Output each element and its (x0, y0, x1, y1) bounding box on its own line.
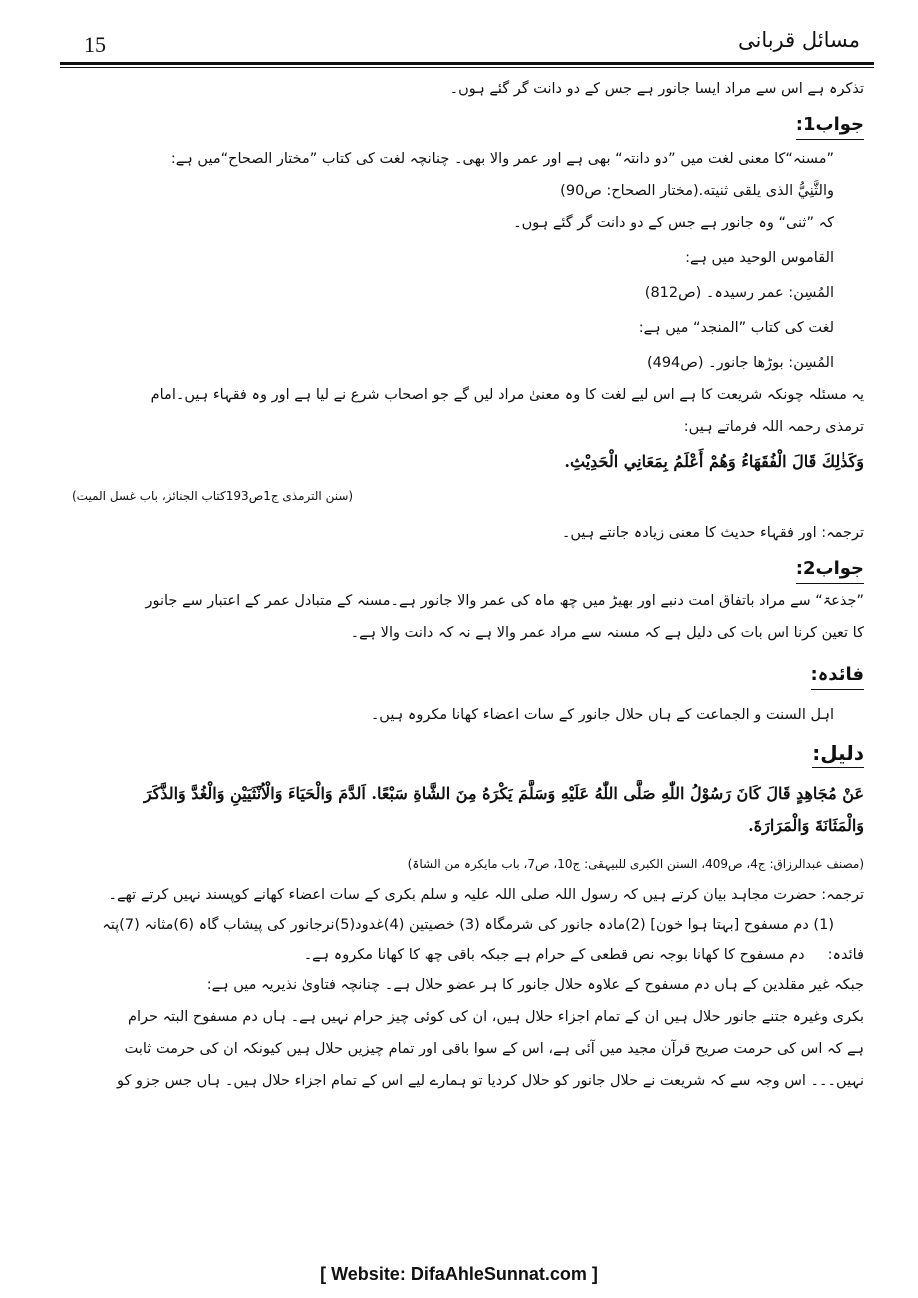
page-number: 15 (84, 32, 106, 57)
website-footer: [ Website: DifaAhleSunnat.com ] (320, 1264, 598, 1284)
page-header (72, 28, 860, 62)
text-line: ترجمہ: اور فقہاء حدیث کا معنی زیادہ جانتے ہیں۔ (561, 525, 864, 541)
section-heading-answer-2: جواب2: (796, 556, 864, 584)
book-title: مسائل قربانی (737, 28, 860, 52)
text-line: لغت کی کتاب ”المنجد“ میں ہے: (638, 320, 834, 336)
text-line: فائدہ: دم مسفوح کا کھانا بوجہ نص قطعی کے حرام ہے جبکہ باقی چھ کا کھانا مکروہ ہے۔ (303, 947, 864, 963)
text-line: القاموس الوحید میں ہے: (685, 250, 834, 266)
arabic-hadith-cont: وَالْمَثَانَةَ وَالْمَرَارَةَ. (748, 816, 864, 835)
text-line: والثَّنِيُّ الذی یلقی ثنیته.(مختار الصحاح: ص90) (560, 183, 834, 199)
section-heading-benefit: فائدہ: (811, 662, 864, 690)
text-line: ”جذعۃ“ سے مراد باتفاق امت دنبے اور بھیڑ میں چھ ماہ کی عمر والا جانور ہے۔مسنہ کے متبادل عمر کے اعتبار سے جانور (145, 593, 864, 609)
text-line: کا تعین کرنا اس بات کی دلیل ہے کہ مسنہ سے مراد عمر والا ہے نہ کہ دانت والا ہے۔ (350, 625, 864, 641)
text-line: المُسِن: بوڑھا جانور۔ (ص494) (646, 355, 834, 371)
text-line: (1) دم مسفوح [بہتا ہوا خون] (2)مادہ جانور کی شرمگاہ (3) خصیتین (4)غدود(5)نرجانور کی پیشاب گاہ (6)مثانہ (7)پتہ (102, 917, 834, 933)
arabic-hadith: عَنْ مُجَاهِدٍ قَالَ كَانَ رَسُوْلُ اللّٰهِ صَلَّى اللّٰهُ عَلَيْهِ وَسَلَّمَ يَكْرَهُ مِنَ الشَّاةِ سَبْعًا. اَلدَّمَ وَالْحَيَاءَ وَالْاُنْثَيَيْنِ وَالْغُدَّ وَالذَّكَرَ (143, 784, 864, 803)
text-line: ہے کہ اس کی حرمت صریح قرآن مجید میں آئی ہے، اس کے سوا باقی اور تمام چیزیں حلال ہیں کیونکہ ان کی حرمت ثابت (124, 1041, 864, 1057)
header-rule-thin (60, 67, 874, 68)
text-line: کہ ”ثنی“ وہ جانور ہے جس کے دو دانت گر گئے ہوں۔ (513, 215, 834, 231)
page-body (72, 74, 864, 1092)
text-line: جبکہ غیر مقلدین کے ہاں دم مسفوح کے علاوہ حلال جانور کا ہر عضو حلال ہے۔ چنانچہ فتاویٰ نذیریہ میں ہے: (206, 977, 864, 993)
arabic-quote: وَكَذٰلِكَ قَالَ الْفُقَهَاءُ وَهُمْ أَعْلَمُ بِمَعَانِي الْحَدِيْثِ. (564, 452, 864, 471)
reference-line (72, 486, 864, 506)
text-line: نہیں۔۔۔ اس وجہ سے کہ شریعت نے حلال جانور کو حلال کردیا تو ہمارے لیے اس کے تمام اجزاء حلال ہیں۔ ہاں جس جزو کو (117, 1073, 864, 1089)
text-line: ترمذی رحمہ اللہ فرماتے ہیں: (683, 419, 864, 435)
reference-line: (مصنف عبدالرزاق: ج4، ص409، السنن الکبری للبیہقی: ج10، ص7، باب مایکرہ من الشاۃ) (407, 857, 864, 871)
reference-text: (سنن الترمذی ج1ص193کتاب الجنائز، باب غسل المیت) (72, 489, 354, 503)
text-line: بکری وغیرہ جتنے جانور حلال ہیں ان کے تمام اجزاء حلال ہیں، ان کی کوئی چیز حرام نہیں ہے۔ ہاں دم مسفوح البتہ حرام (128, 1009, 864, 1025)
text-line: اہل السنت و الجماعت کے ہاں حلال جانور کے سات اعضاء کھانا مکروہ ہیں۔ (370, 707, 834, 723)
text-line: المُسِن: عمر رسیدہ۔ (ص812) (644, 285, 834, 301)
text-line: یہ مسئلہ چونکہ شریعت کا ہے اس لیے لغت کا وہ معنیٰ مراد لیں گے جو اصحاب شرع نے لیا ہے اور وہ فقہاء ہیں۔امام (150, 387, 864, 403)
section-heading-evidence: دلیل: (812, 740, 864, 768)
text-line: ترجمہ: حضرت مجاہد بیان کرتے ہیں کہ رسول اللہ صلی اللہ علیہ و سلم بکری کے سات اعضاء کھانے کوپسند نہیں کرتے تھے۔ (108, 887, 864, 903)
text-line: ”مسنہ“کا معنی لغت میں ”دو دانتہ“ بھی ہے اور عمر والا بھی۔ چنانچہ لغت کی کتاب ”مختار الصحاح“میں ہے: (170, 151, 834, 167)
text-line: تذکرہ ہے اس سے مراد ایسا جانور ہے جس کے دو دانت گر گئے ہوں۔ (449, 81, 864, 97)
section-heading-answer-1: جواب1: (796, 112, 864, 140)
header-rule (60, 62, 874, 65)
